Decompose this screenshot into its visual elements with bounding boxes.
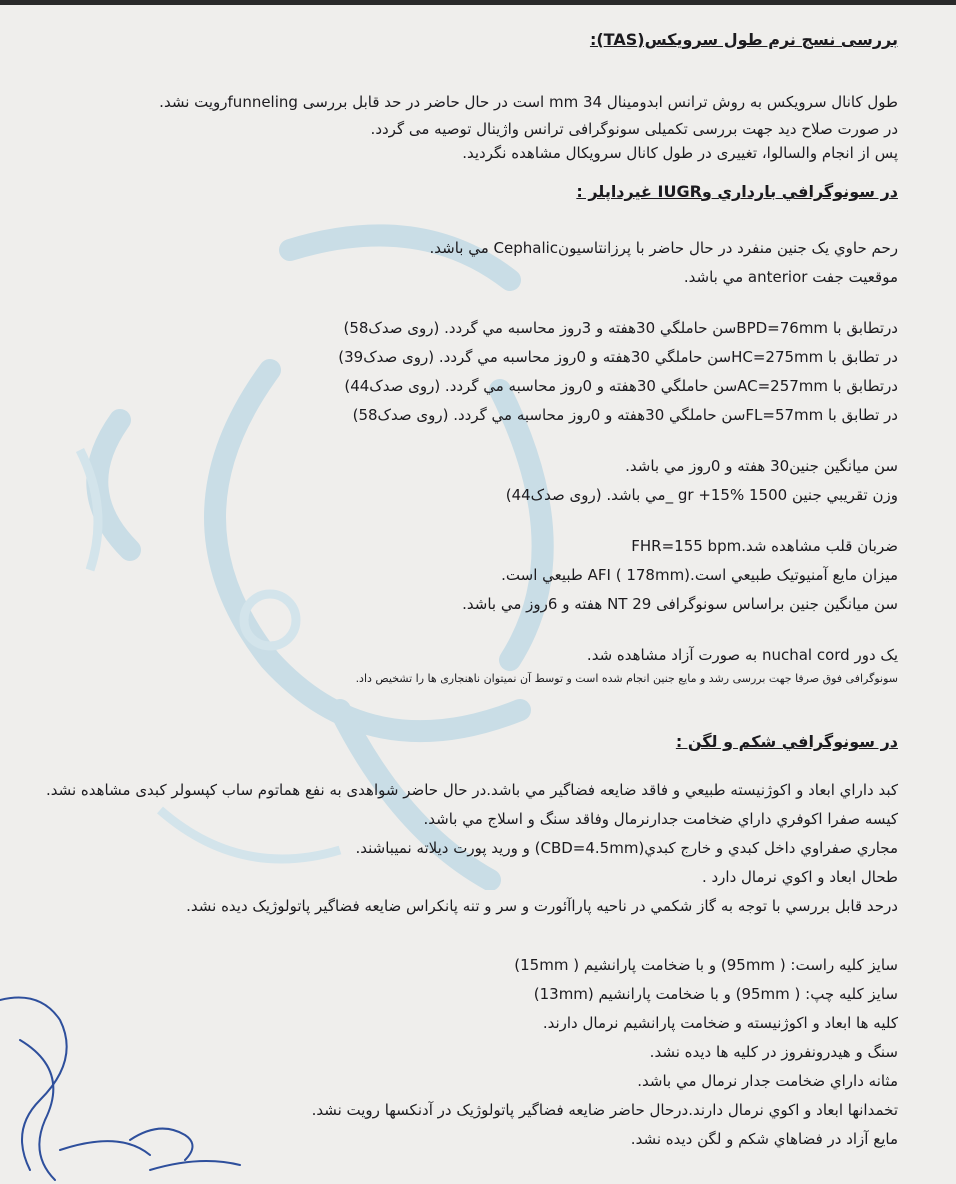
biometry-fl: در تطابق با FL=57mmسن حاملگي 30هفته و 0روز محاسبه مي گردد. (روی صدک58)	[352, 406, 898, 424]
pregnancy-section	[338, 180, 898, 688]
vitals-fhr: ضربان قلب مشاهده شد.FHR=155 bpm	[631, 537, 898, 555]
tas-line-3: پس از انجام والسالوا، تغییری در طول کانال سرویکال مشاهده نگردید.	[462, 144, 898, 162]
bladder-finding: مثانه داراي ضخامت جدار نرمال مي باشد.	[637, 1072, 898, 1090]
free-fluid-finding: مايع آزاد در فضاهاي شکم و لگن ديده نشد.	[630, 1130, 898, 1148]
summary-age: سن ميانگين جنين30 هفته و 0روز مي باشد.	[625, 457, 898, 475]
kidneys-echo: کليه ها ابعاد و اکوژنيسته و ضخامت پارانشيم نرمال دارند.	[542, 1014, 898, 1032]
disclaimer-note: سونوگرافی فوق صرفا جهت بررسی رشد و مایع جنین انجام شده است و توسط آن نمیتوان ناهنجاری ها را تشخیص داد.	[355, 672, 898, 685]
left-kidney: سایز کلیه چپ: ( 95mm) و با ضخامت پارانشیم (13mm)	[533, 985, 898, 1003]
pancreas-finding: درحد قابل بررسي با توجه به گاز شکمي در ناحيه پاراآئورت و سر و تنه پانکراس ضايعه فضاگير پاتولوژيک ديده نشد.	[186, 897, 898, 915]
kidneys-stone: سنگ و هيدرونفروز در کليه ها ديده نشد.	[649, 1043, 898, 1061]
abdomen-section	[8, 730, 898, 1154]
vitals-nt-age: سن ميانگين جنين براساس سونوگرافی NT 29 هفته و 6روز مي باشد.	[462, 595, 898, 613]
ovaries-finding: تخمدانها ابعاد و اکوي نرمال دارند.درحال حاضر ضايعه فضاگير پاتولوژيک در آدنکسها رويت نشد.	[311, 1101, 898, 1119]
tas-section	[159, 28, 898, 165]
pregnancy-intro-2: موقعيت جفت anterior مي باشد.	[683, 268, 898, 286]
biometry-ac: درتطابق با AC=257mmسن حاملگي 30هفته و 0روز محاسبه مي گردد. (روی صدک44)	[344, 377, 898, 395]
gallbladder-finding: کيسه صفرا اکوفري داراي ضخامت جدارنرمال وفاقد سنگ و اسلاج مي باشد.	[423, 810, 898, 828]
tas-heading: بررسی نسج نرم طول سرویکس(TAS):	[589, 30, 898, 49]
tas-line-1: طول کانال سرویکس به روش ترانس ابدومینال 34 mm است در حال حاضر در حد قابل بررسی funnelingرویت نشد.	[159, 93, 898, 111]
right-kidney: سایز کلیه راست: ( 95mm) و با ضخامت پارانشیم ( 15mm)	[514, 956, 898, 974]
liver-finding: کبد داراي ابعاد و اکوژنيسته طبيعي و فاقد ضايعه فضاگير مي باشد.در حال حاضر شواهدی به نفع هماتوم ساب کپسولر کبدی مشاهده نشد.	[45, 781, 898, 799]
bile-duct-finding: مجاري صفراوي داخل کبدي و خارج کبدي(CBD=4.5mm) و وريد پورت ديلاته نميباشند.	[355, 839, 898, 857]
top-border	[0, 0, 956, 5]
pregnancy-heading: در سونوگرافي بارداري وIUGR غيرداپلر :	[576, 182, 898, 201]
spleen-finding: طحال ابعاد و اکوي نرمال دارد .	[701, 868, 898, 886]
tas-line-2: در صورت صلاح دید جهت بررسی تکمیلی سونوگرافی ترانس واژینال توصیه می گردد.	[370, 120, 898, 138]
pregnancy-intro-1: رحم حاوي يک جنين منفرد در حال حاضر با پرزانتاسيونCephalic مي باشد.	[429, 239, 898, 257]
nuchal-cord: يک دور nuchal cord به صورت آزاد مشاهده شد.	[586, 646, 898, 664]
biometry-bpd: درتطابق با BPD=76mmسن حاملگي 30هفته و 3روز محاسبه مي گردد. (روی صدک58)	[343, 319, 898, 337]
vitals-afi: ميزان مايع آمنيوتيک طبيعي است.AFI ( 178mm) طبيعي است.	[501, 566, 898, 584]
biometry-hc: در تطابق با HC=275mmسن حاملگي 30هفته و 0روز محاسبه مي گردد. (روی صدک39)	[338, 348, 898, 366]
abdomen-heading: در سونوگرافي شکم و لگن :	[675, 732, 898, 751]
summary-weight: وزن تقريبي جنين 1500 gr +15% _مي باشد. (روی صدک44)	[505, 486, 898, 504]
